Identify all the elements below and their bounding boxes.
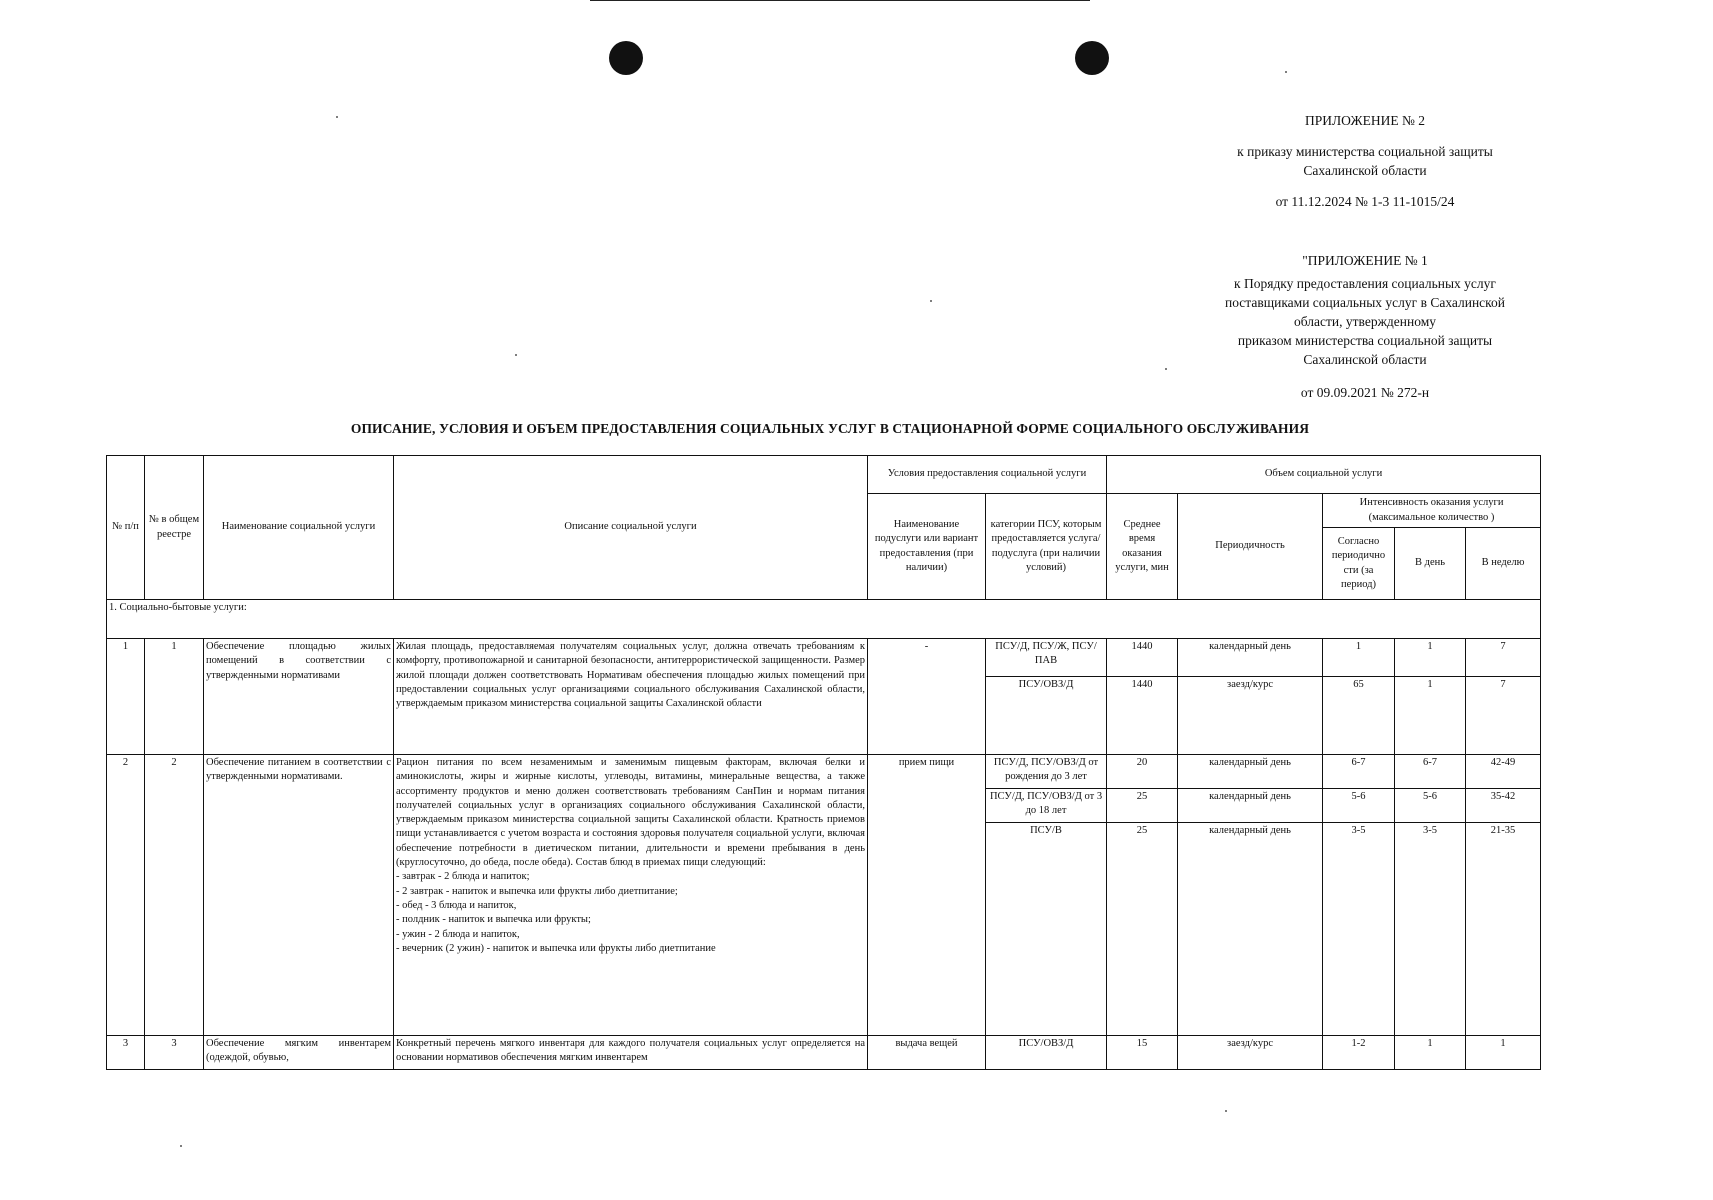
row-subservice: прием пищи	[868, 755, 986, 1036]
row-per-period: 1	[1323, 639, 1395, 677]
row-category: ПСУ/Д, ПСУ/Ж, ПСУ/ПАВ	[986, 639, 1107, 677]
row-description: Конкретный перечень мягкого инвентаря для каждого получателя социальных услуг определяется на основании нормативов обеспечения мягким инвентарем	[394, 1036, 868, 1070]
header-per-day: В день	[1395, 528, 1466, 600]
row-avg-time: 25	[1107, 823, 1178, 1036]
row-avg-time: 1440	[1107, 677, 1178, 755]
appendix-2-line: к приказу министерства социальной защиты	[1237, 144, 1493, 159]
row-num: 2	[107, 755, 145, 1036]
row-subservice: выдача вещей	[868, 1036, 986, 1070]
header-conditions: Условия предоставления социальной услуги	[868, 456, 1107, 494]
row-category: ПСУ/ОВЗ/Д	[986, 1036, 1107, 1070]
row-per-period: 1-2	[1323, 1036, 1395, 1070]
table-row	[107, 1036, 1541, 1070]
meal-item: - завтрак - 2 блюда и напиток;	[396, 871, 530, 883]
row-per-day: 1	[1395, 639, 1466, 677]
row-periodicity: календарный день	[1178, 639, 1323, 677]
row-per-week: 7	[1466, 677, 1541, 755]
row-num: 1	[107, 639, 145, 755]
header-periodicity: Периодичность	[1178, 494, 1323, 600]
row-registry-num: 3	[145, 1036, 204, 1070]
header-volume: Объем социальной услуги	[1107, 456, 1541, 494]
header-intensity: Интенсивность оказания услуги (максимальное количество )	[1323, 494, 1541, 528]
punch-hole-left	[609, 41, 643, 75]
row-description: Рацион питания по всем незаменимым и заменимым пищевым факторам, включая белки и аминокислоты, жиры и жирные кислоты, углеводы, витамины, минеральные вещества, а также ассортименту продуктов и меню должен соответствовать требованиям СанПин и нормам питания получателей социальных услуг в организациях социального обслуживания Сахалинской области, утверждаемым приказом министерства социальной защиты Сахалинской области. Кратность приемов пищи устанавливается с учетом возраста и состояния здоровья получателя социальной услуги, включая обеспечение потребности в диетическом питании, длительности и времени пребывания в день (круглосуточно, до обеда, после обеда). Состав блюд в приемах пищи следующий:	[396, 757, 865, 869]
appendix-1-line: поставщиками социальных услуг в Сахалинской	[1224, 295, 1506, 310]
header-per-week: В неделю	[1466, 528, 1541, 600]
appendix-1-line: к Порядку предоставления социальных услуг	[1234, 276, 1496, 291]
scan-top-line	[590, 0, 1090, 1]
row-per-week: 35-42	[1466, 789, 1541, 823]
row-category: ПСУ/Д, ПСУ/ОВЗ/Д от 3 до 18 лет	[986, 789, 1107, 823]
row-service-name: Обеспечение мягким инвентарем (одеждой, обувью,	[204, 1036, 394, 1070]
scan-speck	[1285, 71, 1287, 73]
row-per-day: 1	[1395, 1036, 1466, 1070]
meal-item: - обед - 3 блюда и напиток,	[396, 899, 517, 911]
meal-item: - 2 завтрак - напиток и выпечка или фрукты либо диетпитание;	[396, 885, 678, 897]
header-per-period: Согласно периодично сти (за период)	[1323, 528, 1395, 600]
appendix-1-line: области, утвержденному	[1294, 314, 1436, 329]
row-per-day: 3-5	[1395, 823, 1466, 1036]
row-per-period: 5-6	[1323, 789, 1395, 823]
scan-speck	[930, 300, 932, 302]
section-title: 1. Социально-бытовые услуги:	[107, 600, 1541, 639]
section-row	[107, 600, 1541, 639]
row-periodicity: календарный день	[1178, 789, 1323, 823]
appendix-1-date-number: от 09.09.2021 № 272-н	[1300, 385, 1430, 400]
row-category: ПСУ/В	[986, 823, 1107, 1036]
meal-item: - вечерник (2 ужин) - напиток и выпечка или фрукты либо диетпитание	[396, 942, 716, 954]
header-description: Описание социальной услуги	[394, 456, 868, 600]
document-title: ОПИСАНИЕ, УСЛОВИЯ И ОБЪЕМ ПРЕДОСТАВЛЕНИЯ СОЦИАЛЬНЫХ УСЛУГ В СТАЦИОНАРНОЙ ФОРМЕ СОЦИАЛЬНОГО ОБСЛУЖИВАНИЯ	[350, 421, 1310, 436]
appendix-1-line: приказом министерства социальной защиты	[1237, 333, 1493, 348]
row-periodicity: заезд/курс	[1178, 677, 1323, 755]
scan-speck	[515, 354, 517, 356]
row-per-week: 42-49	[1466, 755, 1541, 789]
table-row	[107, 755, 1541, 789]
row-periodicity: календарный день	[1178, 755, 1323, 789]
row-periodicity: календарный день	[1178, 823, 1323, 1036]
row-category: ПСУ/ОВЗ/Д	[986, 677, 1107, 755]
meal-item: - ужин - 2 блюда и напиток,	[396, 928, 520, 940]
row-avg-time: 1440	[1107, 639, 1178, 677]
row-registry-num: 1	[145, 639, 204, 755]
scan-speck	[1165, 368, 1167, 370]
appendix-1-line: Сахалинской области	[1303, 352, 1427, 367]
row-service-name: Обеспечение площадью жилых помещений в соответствии с утвержденными нормативами	[204, 639, 394, 755]
appendix-2-date-number: от 11.12.2024 № 1-3 11-1015/24	[1275, 194, 1455, 209]
row-description: Жилая площадь, предоставляемая получателям социальных услуг, должна отвечать требованиям к комфорту, противопожарной и санитарной безопасности, антитеррористической защищенности. Размер жилой площади должен соответствовать Нормативам обеспечения площадью жилых помещений при предоставлении социальных услуг организациями социального обслуживания Сахалинской области, утверждаемым приказом министерства социальной защиты Сахалинской области	[394, 639, 868, 755]
appendix-2-line: Сахалинской области	[1303, 163, 1427, 178]
header-registry-num: № в общем реестре	[145, 456, 204, 600]
appendix-1-title: "ПРИЛОЖЕНИЕ № 1	[1302, 253, 1428, 268]
appendix-2-title: ПРИЛОЖЕНИЕ № 2	[1304, 113, 1426, 128]
row-per-day: 6-7	[1395, 755, 1466, 789]
row-registry-num: 2	[145, 755, 204, 1036]
table-row	[107, 639, 1541, 677]
punch-hole-right	[1075, 41, 1109, 75]
meal-item: - полдник - напиток и выпечка или фрукты;	[396, 914, 591, 926]
row-per-period: 65	[1323, 677, 1395, 755]
header-avg-time: Среднее время оказания услуги, мин	[1107, 494, 1178, 600]
services-table	[106, 455, 1541, 1070]
scan-speck	[1225, 1110, 1227, 1112]
header-service-name: Наименование социальной услуги	[204, 456, 394, 600]
row-subservice: -	[868, 639, 986, 755]
row-service-name: Обеспечение питанием в соответствии с утвержденными нормативами.	[204, 755, 394, 1036]
appendix-1-header	[1180, 251, 1550, 402]
header-subservice-name: Наименование подуслуги или вариант предоставления (при наличии)	[868, 494, 986, 600]
row-per-week: 21-35	[1466, 823, 1541, 1036]
row-per-week: 7	[1466, 639, 1541, 677]
row-avg-time: 15	[1107, 1036, 1178, 1070]
scan-speck	[180, 1145, 182, 1147]
appendix-2-header	[1180, 111, 1550, 211]
row-per-day: 1	[1395, 677, 1466, 755]
row-per-week: 1	[1466, 1036, 1541, 1070]
row-num: 3	[107, 1036, 145, 1070]
header-psu-categories: категории ПСУ, которым предоставляется услуга/ подуслуга (при наличии условий)	[986, 494, 1107, 600]
row-avg-time: 25	[1107, 789, 1178, 823]
row-category: ПСУ/Д, ПСУ/ОВЗ/Д от рождения до 3 лет	[986, 755, 1107, 789]
scan-speck	[336, 116, 338, 118]
row-per-period: 6-7	[1323, 755, 1395, 789]
row-per-period: 3-5	[1323, 823, 1395, 1036]
row-per-day: 5-6	[1395, 789, 1466, 823]
row-avg-time: 20	[1107, 755, 1178, 789]
row-description-cell	[394, 755, 868, 1036]
header-num: № п/п	[107, 456, 145, 600]
row-periodicity: заезд/курс	[1178, 1036, 1323, 1070]
